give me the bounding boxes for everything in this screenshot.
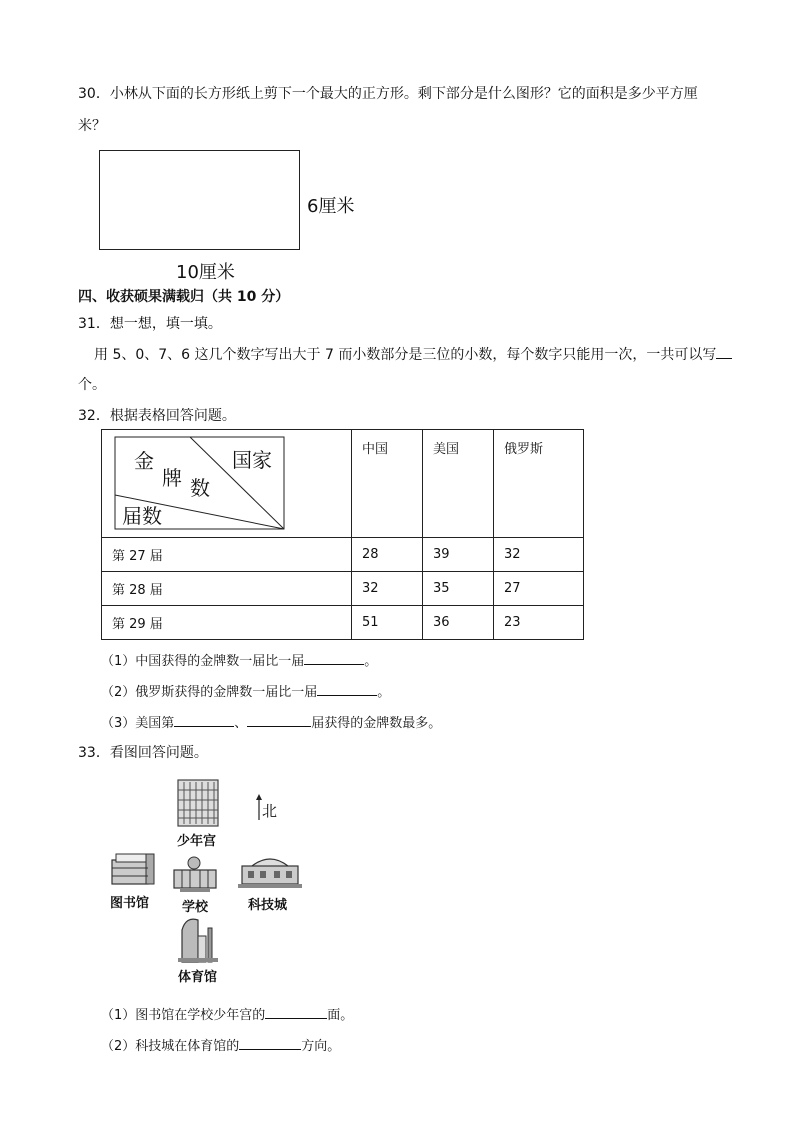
- q32-sub2-end: 。: [377, 685, 391, 700]
- q30-text-line2: 米？: [78, 118, 106, 134]
- q33-sub1-end: 面。: [327, 1008, 354, 1023]
- header-word-pai: 牌: [162, 466, 182, 490]
- q32-sub3-text: （3）美国第: [101, 716, 175, 731]
- table-cell: 32: [494, 538, 584, 572]
- q32-sub1-end: 。: [364, 654, 378, 669]
- library-icon: [108, 850, 156, 888]
- column-header-usa: 美国: [423, 430, 494, 538]
- rectangle-width-label: 10厘米: [176, 262, 235, 283]
- q33-sub1-text: （1）图书馆在学校少年宫的: [101, 1008, 266, 1023]
- school-label: 学校: [182, 900, 209, 915]
- table-cell: 35: [423, 572, 494, 606]
- table-cell: 32: [352, 572, 423, 606]
- q33-sub2-text: （2）科技城在体育馆的: [101, 1039, 240, 1054]
- header-country-label: 国家: [232, 448, 272, 472]
- q30-text-line1: 30．小林从下面的长方形纸上剪下一个最大的正方形。剩下部分是什么图形？它的面积是多少平方厘: [78, 86, 698, 102]
- header-word-shu: 数: [190, 476, 210, 500]
- q31-answer-blank[interactable]: [716, 344, 732, 359]
- q33-sub2: [101, 1035, 340, 1054]
- gym-icon: [176, 914, 220, 964]
- q32-sub3: [101, 712, 441, 731]
- row-label: 第 28 届: [102, 572, 352, 606]
- q32-sub3-blank2[interactable]: [247, 712, 311, 727]
- q32-sub2-text: （2）俄罗斯获得的金牌数一届比一届: [101, 685, 318, 700]
- q32-sub3-sep: 、: [234, 716, 248, 731]
- table-row: [102, 606, 584, 640]
- table-cell: 23: [494, 606, 584, 640]
- q33-sub1: [101, 1004, 353, 1023]
- table-cell: 36: [423, 606, 494, 640]
- q33-title: 33．看图回答问题。: [78, 745, 208, 761]
- q32-sub1-text: （1）中国获得的金牌数一届比一届: [101, 654, 305, 669]
- table-row: [102, 572, 584, 606]
- table-cell: 28: [352, 538, 423, 572]
- table-cell: 27: [494, 572, 584, 606]
- youth-palace-icon: [176, 778, 220, 828]
- q32-title: 32．根据表格回答问题。: [78, 408, 236, 424]
- column-header-china: 中国: [352, 430, 423, 538]
- rectangle-paper-figure: [99, 150, 300, 250]
- q31-line1: [94, 344, 732, 364]
- tech-city-label: 科技城: [248, 898, 288, 913]
- q31-line1-text: 用 5、0、7、6 这几个数字写出大于 7 而小数部分是三位的小数，每个数字只能用一次，一共可以写: [94, 347, 717, 363]
- medal-table: [101, 429, 584, 640]
- q33-sub1-blank[interactable]: [265, 1004, 327, 1019]
- q32-sub2: [101, 681, 390, 700]
- table-row: [102, 538, 584, 572]
- section-title: 四、收获硕果满载归（共 10 分）: [78, 289, 290, 305]
- school-icon: [170, 854, 220, 894]
- header-edition-label: 届数: [122, 504, 162, 528]
- q33-sub2-end: 方向。: [301, 1039, 341, 1054]
- column-header-russia: 俄罗斯: [494, 430, 584, 538]
- table-cell: 51: [352, 606, 423, 640]
- library-label: 图书馆: [110, 896, 150, 911]
- q32-sub1-blank[interactable]: [304, 650, 364, 665]
- q32-sub3-blank1[interactable]: [174, 712, 234, 727]
- row-label: 第 27 届: [102, 538, 352, 572]
- table-cell: 39: [423, 538, 494, 572]
- header-word-jin: 金: [134, 449, 154, 473]
- tech-city-icon: [238, 852, 302, 890]
- q31-line2: 个。: [78, 377, 106, 393]
- youth-palace-label: 少年宫: [177, 834, 217, 849]
- q32-sub2-blank[interactable]: [317, 681, 377, 696]
- q31-title: 31．想一想，填一填。: [78, 316, 222, 332]
- rectangle-height-label: 6厘米: [307, 196, 355, 217]
- row-label: 第 29 届: [102, 606, 352, 640]
- north-label: 北: [262, 802, 278, 820]
- diagonal-header-cell: [102, 430, 352, 538]
- gym-label: 体育馆: [178, 970, 218, 985]
- q33-sub2-blank[interactable]: [239, 1035, 301, 1050]
- q32-sub3-end: 届获得的金牌数最多。: [311, 716, 442, 731]
- q32-sub1: [101, 650, 377, 669]
